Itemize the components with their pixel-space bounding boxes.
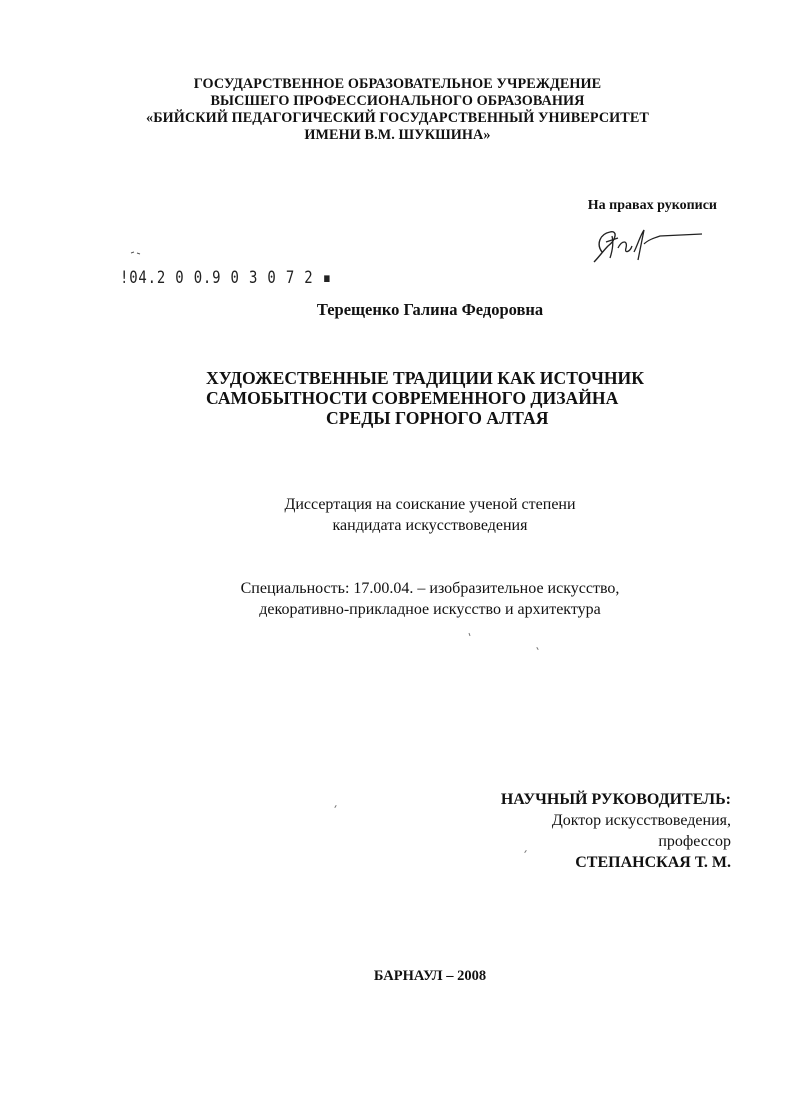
institution-line-4: ИМЕНИ В.М. ШУКШИНА» [304, 127, 491, 143]
institution-header [0, 76, 795, 144]
title-line-1: ХУДОЖЕСТВЕННЫЕ ТРАДИЦИИ КАК ИСТОЧНИК [206, 368, 644, 388]
supervisor-heading: НАУЧНЫЙ РУКОВОДИТЕЛЬ: [500, 791, 731, 808]
library-stamp-number: !04.2 0 0.9 0 3 0 7 2 ▪ [120, 268, 332, 288]
degree-line-2: кандидата искусствоведения [332, 517, 528, 534]
city-year: БАРНАУЛ – 2008 [373, 968, 487, 984]
rights-label: На правах рукописи [587, 198, 717, 213]
institution-line-1: ГОСУДАРСТВЕННОЕ ОБРАЗОВАТЕЛЬНОЕ УЧРЕЖДЕНИЕ [193, 76, 602, 92]
supervisor-rank: профессор [658, 833, 731, 850]
degree-line-1: Диссертация на соискание ученой степени [284, 496, 576, 513]
author-name: Терещенко Галина Федоровна [316, 300, 544, 319]
institution-line-2: ВЫСШЕГО ПРОФЕССИОНАЛЬНОГО ОБРАЗОВАНИЯ [210, 93, 585, 109]
specialty-statement [0, 578, 795, 620]
institution-line-3: «БИЙСКИЙ ПЕДАГОГИЧЕСКИЙ ГОСУДАРСТВЕННЫЙ УНИВЕРСИТЕТ [146, 110, 649, 126]
handwritten-signature [588, 222, 708, 268]
stamp-mark [130, 250, 142, 256]
supervisor-degree: Доктор искусствоведения, [551, 812, 731, 829]
scan-speck [536, 647, 538, 650]
supervisor-block [501, 789, 731, 873]
degree-statement [0, 494, 795, 536]
specialty-line-1: Специальность: 17.00.04. – изобразительное искусство, [240, 580, 620, 597]
scan-speck [469, 633, 471, 636]
specialty-line-2: декоративно-прикладное искусство и архитектура [259, 601, 601, 618]
supervisor-name: СТЕПАНСКАЯ Т. М. [575, 854, 731, 871]
scan-speck [334, 805, 336, 808]
dissertation-title [206, 368, 686, 428]
title-line-2: САМОБЫТНОСТИ СОВРЕМЕННОГО ДИЗАЙНА [206, 388, 619, 408]
title-line-3: СРЕДЫ ГОРНОГО АЛТАЯ [326, 408, 549, 428]
